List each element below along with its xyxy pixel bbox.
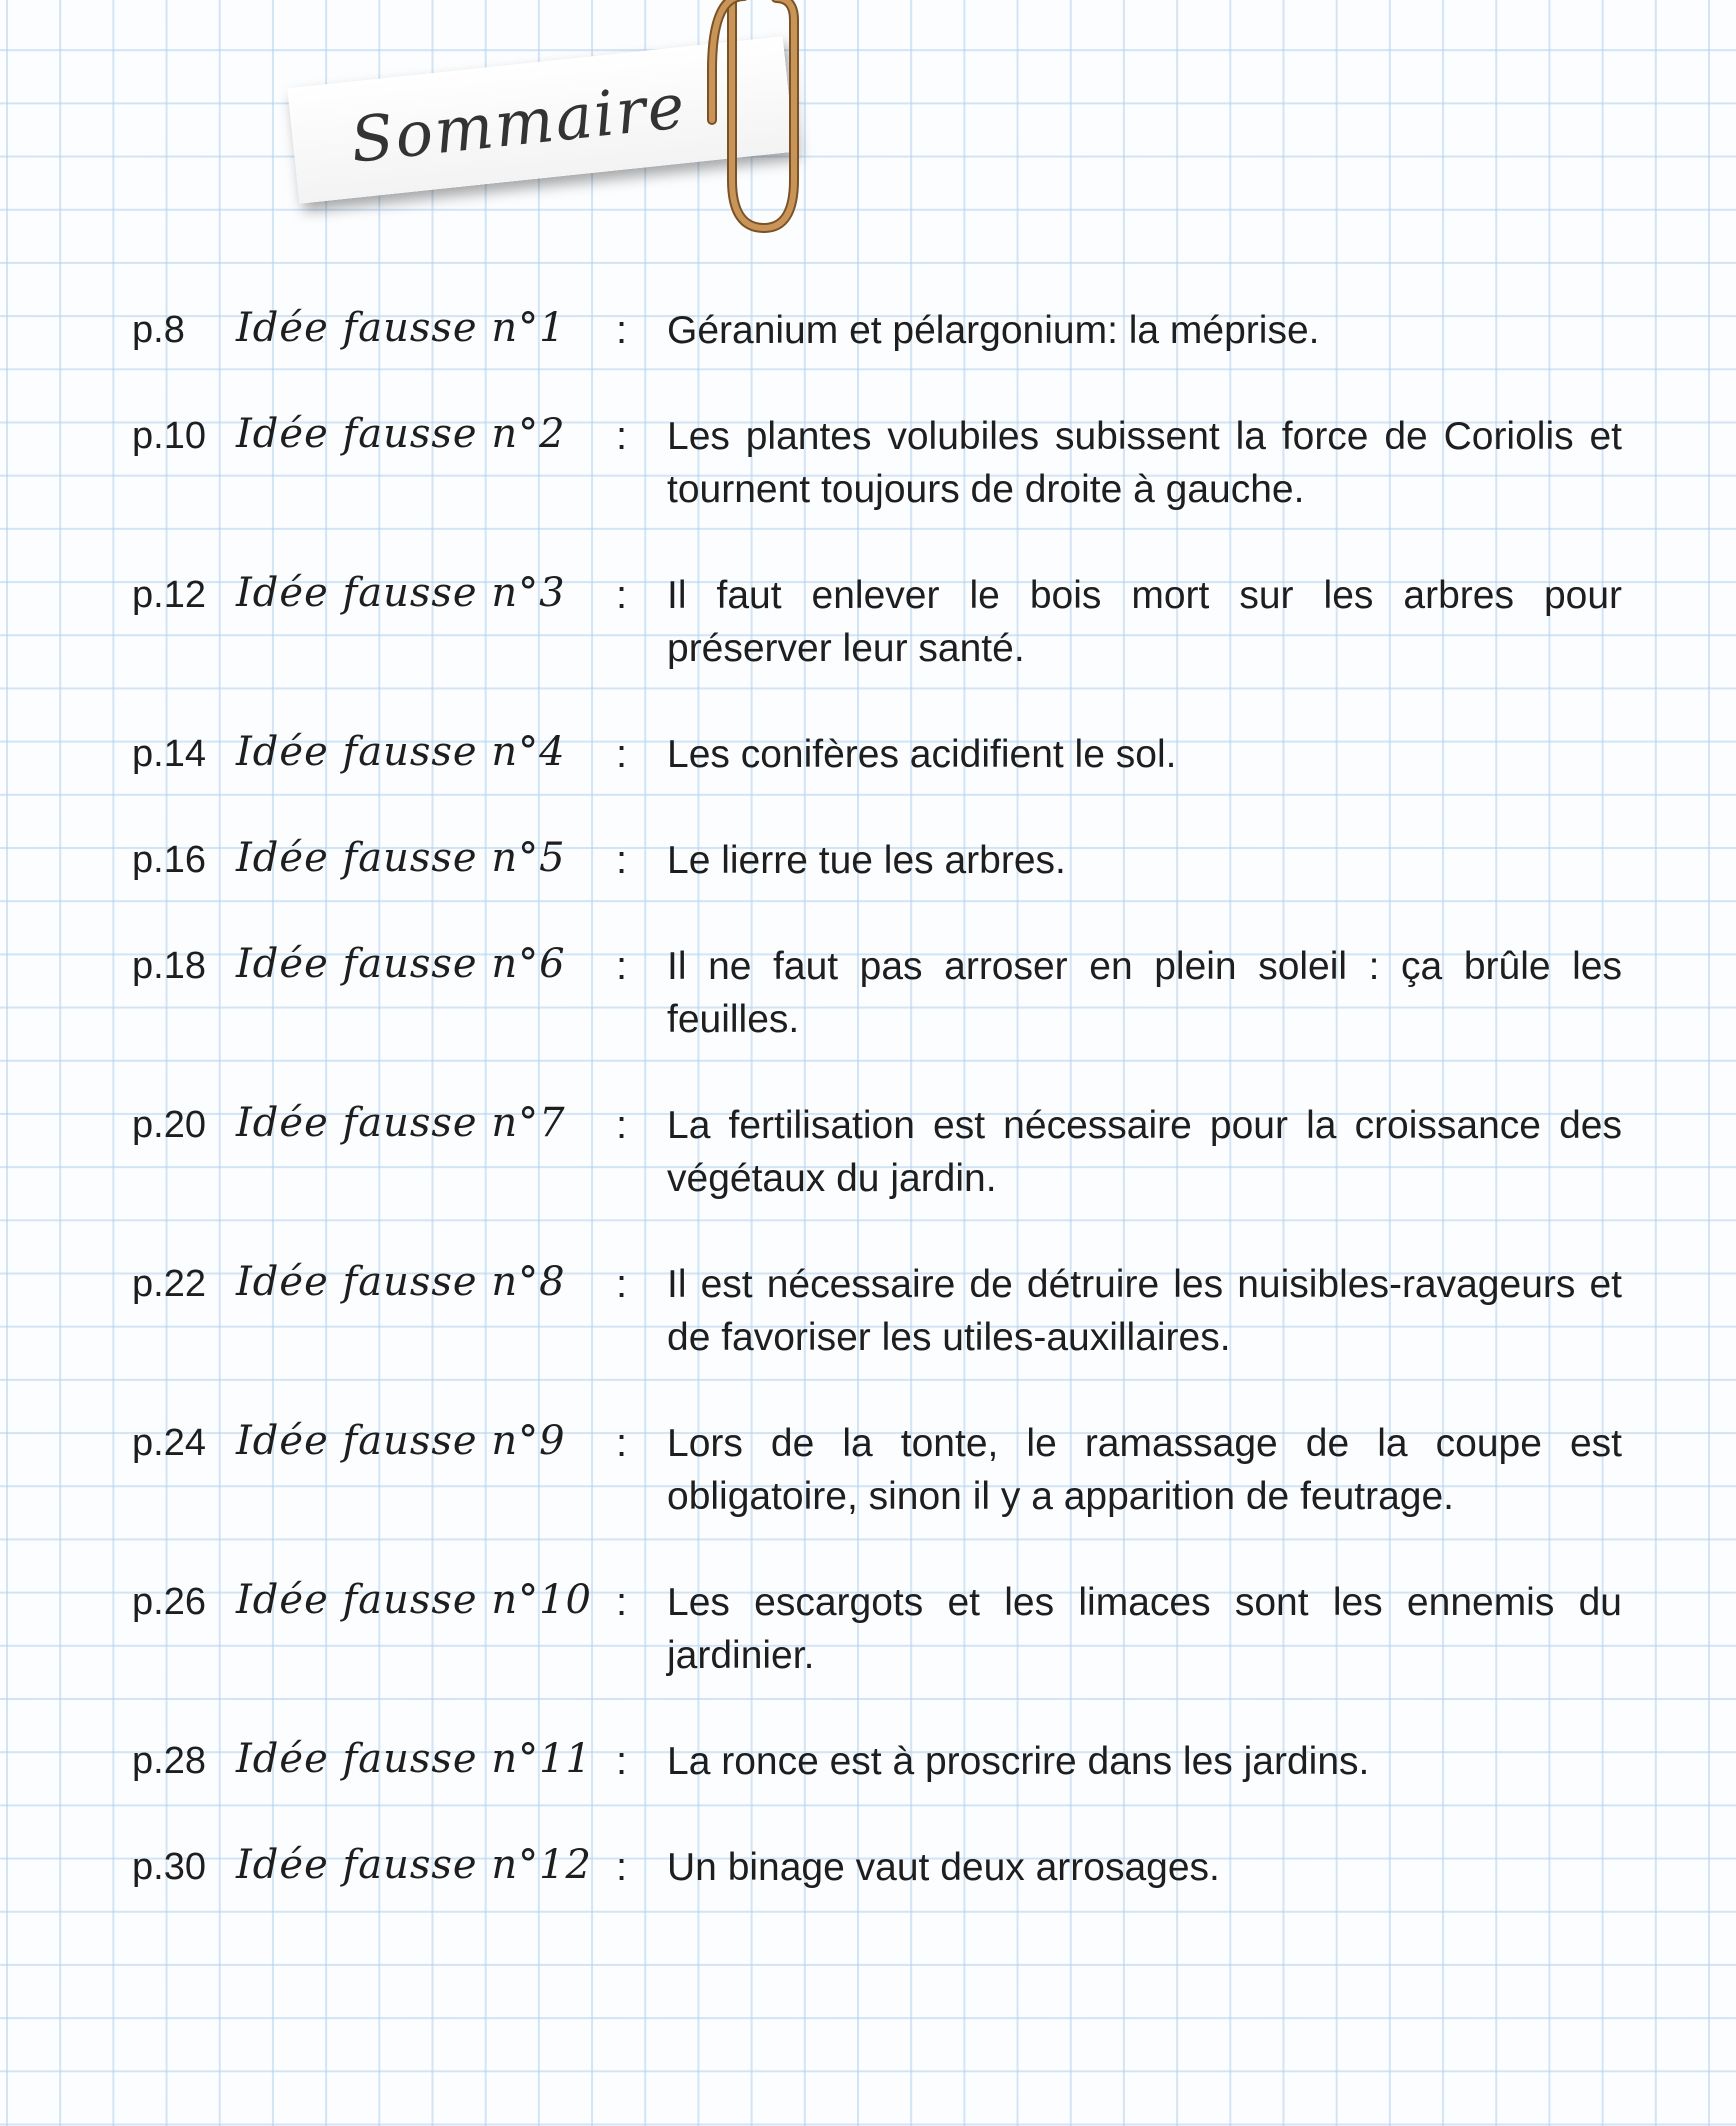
entry-label: Idée fausse n°7 xyxy=(236,1100,566,1146)
entry-colon: : xyxy=(616,1845,628,1889)
entry-description: La ronce est à proscrire dans les jardins. xyxy=(667,1740,1370,1783)
page-number: p.8 xyxy=(132,309,185,351)
entry-description: La fertilisation est nécessaire pour la croissance des végétaux du jardin. xyxy=(667,1104,1622,1200)
entry-description: Les conifères acidifient le sol. xyxy=(667,733,1177,776)
entry-label: Idée fausse n°4 xyxy=(236,729,566,775)
entry-label: Idée fausse n°12 xyxy=(236,1842,592,1888)
page-number: p.12 xyxy=(132,574,206,616)
entry-label: Idée fausse n°3 xyxy=(236,570,566,616)
entry-colon: : xyxy=(616,1421,628,1465)
page-number: p.22 xyxy=(132,1263,206,1305)
entry-colon: : xyxy=(616,414,628,458)
entry-label: Idée fausse n°11 xyxy=(236,1736,592,1782)
entry-description: Un binage vaut deux arrosages. xyxy=(667,1846,1220,1889)
page-number: p.16 xyxy=(132,839,206,881)
entry-colon: : xyxy=(616,1739,628,1783)
entry-colon: : xyxy=(616,1103,628,1147)
page-number: p.10 xyxy=(132,415,206,457)
entry-description: Il faut enlever le bois mort sur les arbres pour préserver leur santé. xyxy=(667,574,1622,670)
entry-description: Lors de la tonte, le ramassage de la coupe est obligatoire, sinon il y a apparition de feutrage. xyxy=(667,1422,1622,1518)
entry-label: Idée fausse n°5 xyxy=(236,835,566,881)
entry-label: Idée fausse n°2 xyxy=(236,411,566,457)
page-title: Sommaire xyxy=(347,68,690,177)
entry-label: Idée fausse n°9 xyxy=(236,1418,566,1464)
page-number: p.14 xyxy=(132,733,206,775)
entry-label: Idée fausse n°10 xyxy=(236,1577,592,1623)
entry-description: Le lierre tue les arbres. xyxy=(667,839,1066,882)
entry-colon: : xyxy=(616,944,628,988)
entry-description: Il est nécessaire de détruire les nuisibles-ravageurs et de favoriser les utiles-auxillaires. xyxy=(667,1263,1622,1359)
entry-colon: : xyxy=(616,573,628,617)
entry-colon: : xyxy=(616,1580,628,1624)
entry-description: Géranium et pélargonium: la méprise. xyxy=(667,309,1320,352)
entry-description: Il ne faut pas arroser en plein soleil : ça brûle les feuilles. xyxy=(667,945,1622,1041)
entry-label: Idée fausse n°1 xyxy=(236,305,566,351)
entry-colon: : xyxy=(616,1262,628,1306)
entry-colon: : xyxy=(616,732,628,776)
entry-label: Idée fausse n°6 xyxy=(236,941,566,987)
page-number: p.20 xyxy=(132,1104,206,1146)
page-number: p.26 xyxy=(132,1581,206,1623)
page-number: p.18 xyxy=(132,945,206,987)
entry-description: Les escargots et les limaces sont les ennemis du jardinier. xyxy=(667,1581,1622,1677)
page-number: p.28 xyxy=(132,1740,206,1782)
entry-description: Les plantes volubiles subissent la force de Coriolis et tournent toujours de droite à gauche. xyxy=(667,415,1622,511)
entry-colon: : xyxy=(616,838,628,882)
page-number: p.24 xyxy=(132,1422,206,1464)
page-number: p.30 xyxy=(132,1846,206,1888)
entry-colon: : xyxy=(616,308,628,352)
entry-label: Idée fausse n°8 xyxy=(236,1259,566,1305)
